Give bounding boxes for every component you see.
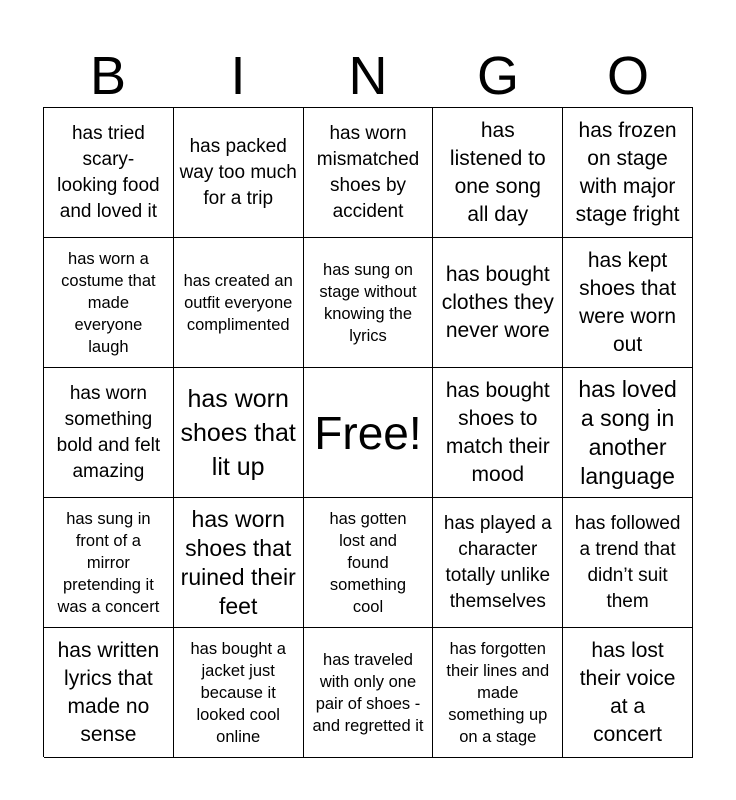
cell-text: has bought a jacket just because it looked cool online: [190, 639, 286, 746]
bingo-cell[interactable]: [304, 498, 434, 628]
free-space-text: Free!: [314, 406, 422, 459]
cell-text: has followed a trend that didn’t suit them: [574, 512, 681, 612]
cell-text: has bought shoes to match their mood: [445, 378, 550, 486]
bingo-cell[interactable]: [44, 628, 174, 758]
cell-text: has worn shoes that ruined their feet: [180, 505, 296, 619]
bingo-cell[interactable]: [563, 368, 693, 498]
free-space-cell[interactable]: [304, 368, 434, 498]
bingo-cell[interactable]: [304, 108, 434, 238]
bingo-cell[interactable]: [44, 238, 174, 368]
bingo-cell[interactable]: [563, 108, 693, 238]
bingo-cell[interactable]: [174, 628, 304, 758]
cell-text: has lost their voice at a concert: [579, 638, 676, 746]
cell-text: has packed way too much for a trip: [179, 135, 297, 209]
cell-text: has sung on stage without knowing the lyrics: [319, 260, 417, 345]
cell-text: has worn mismatched shoes by accident: [316, 122, 420, 222]
bingo-cell[interactable]: [433, 498, 563, 628]
header-letter-i: I: [230, 46, 246, 106]
header-letter-o: O: [606, 46, 649, 106]
bingo-cell[interactable]: [174, 238, 304, 368]
bingo-cell[interactable]: [304, 238, 434, 368]
cell-text: has frozen on stage with major stage fright: [575, 118, 680, 226]
cell-text: has tried scary-looking food and loved it: [57, 122, 160, 222]
bingo-cell[interactable]: [563, 238, 693, 368]
cell-text: has kept shoes that were worn out: [579, 248, 677, 356]
board-row-4: [44, 498, 693, 628]
bingo-cell[interactable]: [563, 628, 693, 758]
bingo-board: [43, 107, 693, 757]
cell-text: has worn something bold and felt amazing: [56, 382, 161, 482]
cell-text: has played a character totally unlike themselves: [443, 512, 552, 612]
cell-text: has forgotten their lines and made something up on a stage: [446, 639, 550, 746]
cell-text: has loved a song in another language: [578, 375, 677, 489]
bingo-cell[interactable]: [433, 628, 563, 758]
bingo-cell[interactable]: [433, 368, 563, 498]
bingo-cell[interactable]: [174, 498, 304, 628]
cell-text: has created an outfit everyone complimented: [183, 271, 293, 334]
bingo-cell[interactable]: [174, 368, 304, 498]
bingo-cell[interactable]: [433, 108, 563, 238]
header-letter-n: N: [348, 46, 388, 106]
cell-text: has worn a costume that made everyone laugh: [61, 249, 156, 356]
bingo-cell[interactable]: [44, 498, 174, 628]
cell-text: has sung in front of a mirror pretending it was a concert: [57, 509, 160, 616]
header-letter-g: G: [476, 46, 519, 106]
cell-text: has listened to one song all day: [449, 118, 546, 226]
bingo-cell[interactable]: [433, 238, 563, 368]
bingo-cell[interactable]: [174, 108, 304, 238]
bingo-cell[interactable]: [44, 368, 174, 498]
board-row-1: [44, 108, 693, 238]
bingo-cell[interactable]: [304, 628, 434, 758]
bingo-cell[interactable]: [44, 108, 174, 238]
bingo-cell[interactable]: [563, 498, 693, 628]
board-row-5: [44, 628, 693, 758]
board-row-2: [44, 238, 693, 368]
cell-text: has written lyrics that made no sense: [57, 638, 160, 746]
header-letter-b: B: [89, 46, 127, 106]
board-row-3: [44, 368, 693, 498]
cell-text: has bought clothes they never wore: [441, 262, 554, 342]
cell-text: has gotten lost and found something cool: [329, 509, 407, 616]
bingo-header: [43, 46, 693, 106]
cell-text: has traveled with only one pair of shoes - and regretted it: [312, 650, 424, 735]
cell-text: has worn shoes that lit up: [180, 384, 296, 481]
